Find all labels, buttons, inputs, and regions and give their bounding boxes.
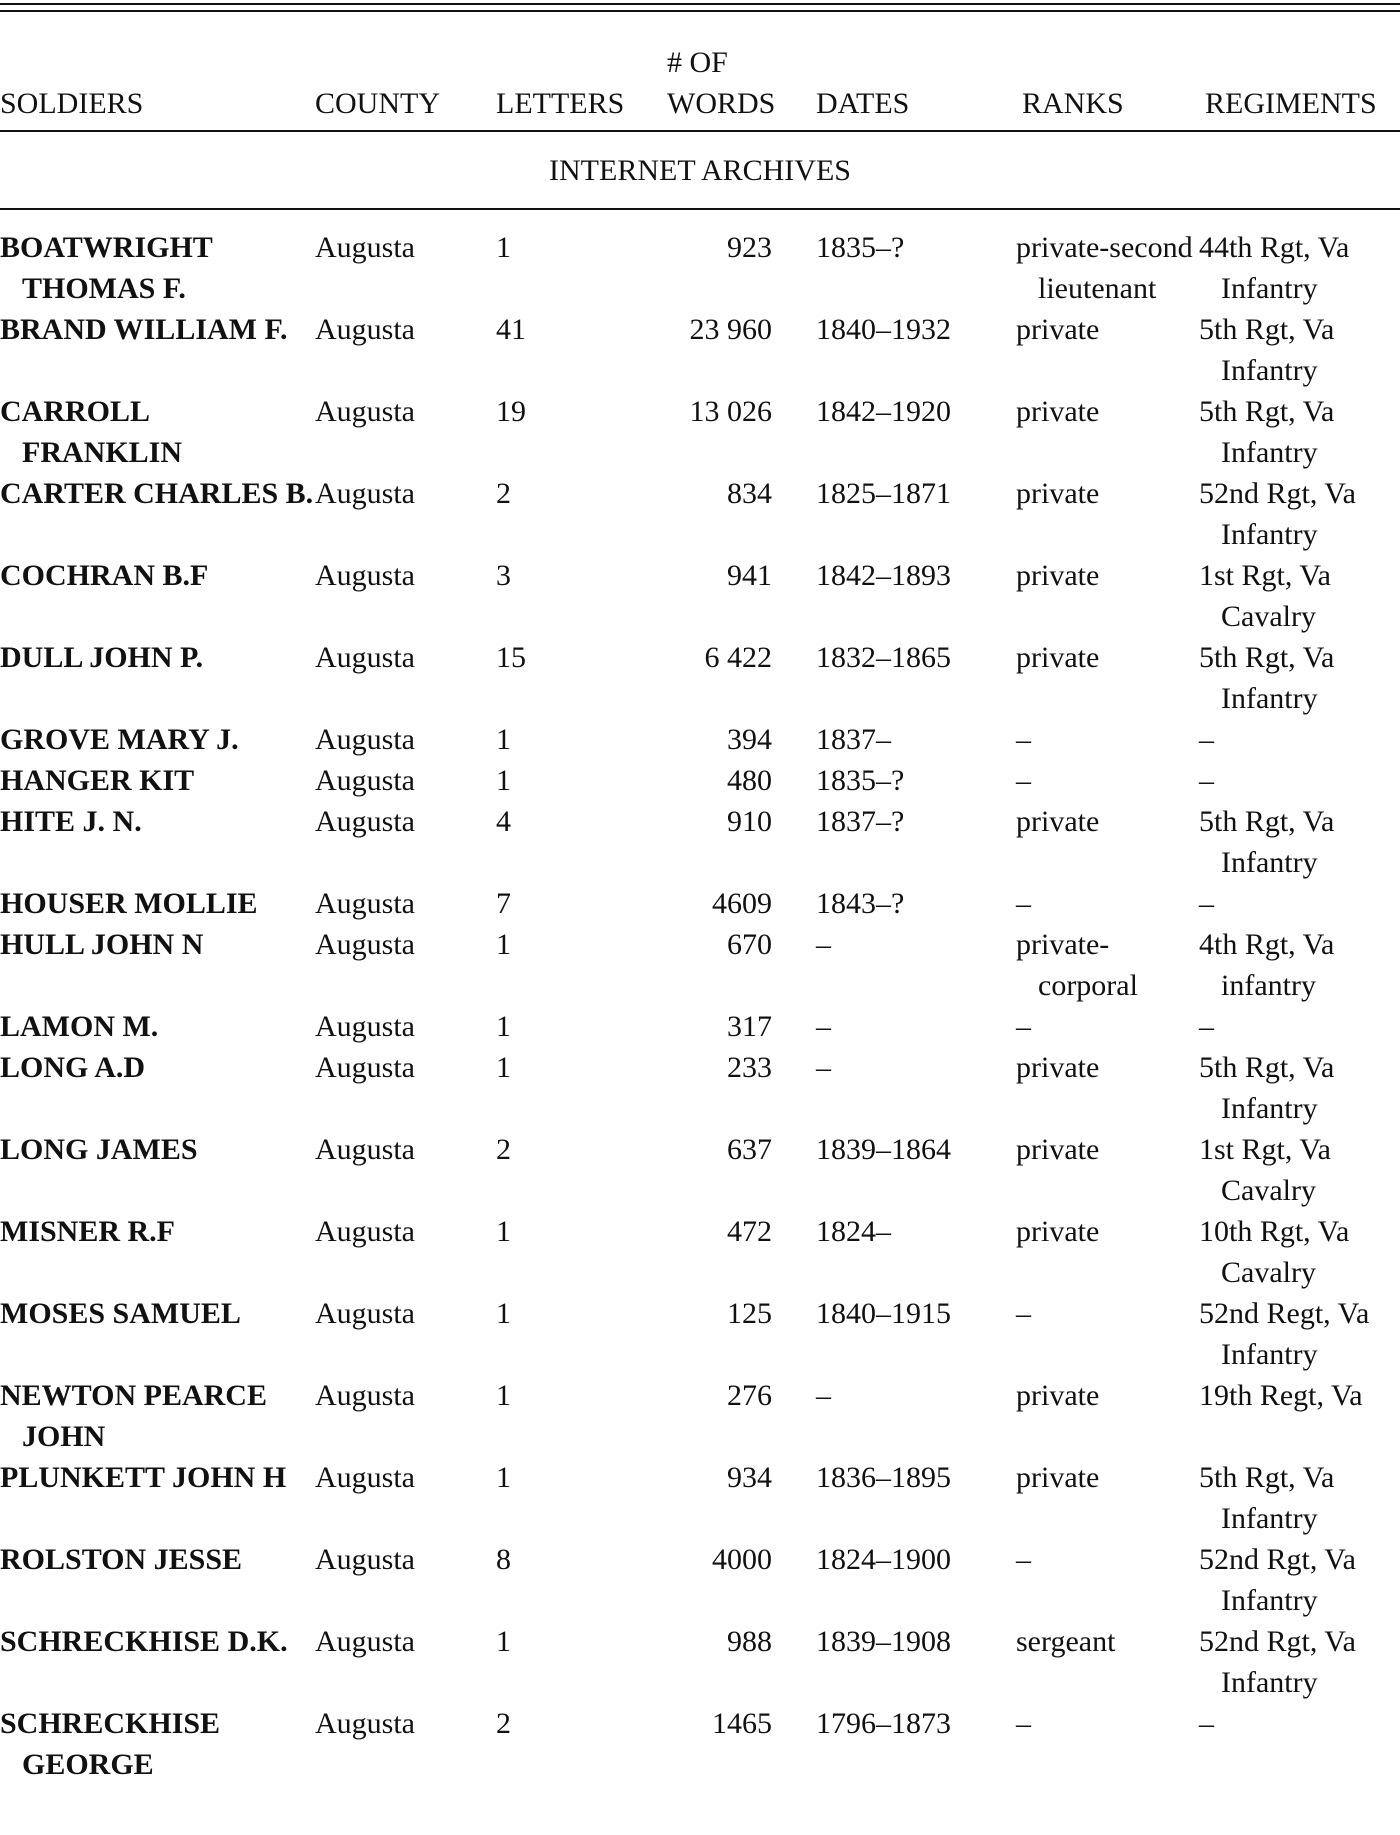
header-ranks: RANKS bbox=[1022, 87, 1124, 120]
table-row bbox=[0, 1539, 1400, 1621]
county-cell: Augusta bbox=[315, 1543, 415, 1576]
regiment-cell: 4th Rgt, Va infantry bbox=[1199, 928, 1335, 1002]
dates-cell: – bbox=[816, 1010, 831, 1043]
soldier-name-cell: NEWTON PEARCE JOHN bbox=[0, 1379, 267, 1453]
soldier-name-cell: CARROLL FRANKLIN bbox=[0, 395, 183, 469]
letters-count-cell: 2 bbox=[496, 477, 511, 510]
soldier-name-cell: MOSES SAMUEL bbox=[0, 1297, 241, 1330]
table-row bbox=[0, 1457, 1400, 1539]
rank-cell: – bbox=[1016, 1543, 1031, 1576]
soldier-name-cell: GROVE MARY J. bbox=[0, 723, 239, 756]
regiment-cell: 52nd Regt, Va Infantry bbox=[1199, 1297, 1370, 1371]
rank-cell: private bbox=[1016, 1051, 1100, 1084]
dates-cell: 1836–1895 bbox=[816, 1461, 951, 1494]
soldier-name-cell: BOATWRIGHT THOMAS F. bbox=[0, 231, 213, 305]
words-count-cell: 834 bbox=[727, 477, 772, 510]
county-cell: Augusta bbox=[315, 1215, 415, 1248]
rank-cell: private-second lieutenant bbox=[1016, 231, 1193, 305]
rank-cell: private bbox=[1016, 805, 1100, 838]
dates-cell: 1842–1920 bbox=[816, 395, 951, 428]
header-county: COUNTY bbox=[315, 87, 440, 120]
table-top-rule-inner bbox=[0, 10, 1400, 12]
county-cell: Augusta bbox=[315, 477, 415, 510]
county-cell: Augusta bbox=[315, 231, 415, 264]
soldier-name-cell: PLUNKETT JOHN H bbox=[0, 1461, 287, 1494]
dates-cell: 1832–1865 bbox=[816, 641, 951, 674]
soldier-name-cell: BRAND WILLIAM F. bbox=[0, 313, 288, 346]
letters-count-cell: 8 bbox=[496, 1543, 511, 1576]
table-row bbox=[0, 473, 1400, 555]
rank-cell: private bbox=[1016, 1133, 1100, 1166]
rank-cell: – bbox=[1016, 1010, 1031, 1043]
table-row bbox=[0, 1703, 1400, 1785]
letters-count-cell: 1 bbox=[496, 764, 511, 797]
county-cell: Augusta bbox=[315, 395, 415, 428]
table-top-rule bbox=[0, 3, 1400, 5]
soldier-name-cell: HULL JOHN N bbox=[0, 928, 204, 961]
rank-cell: sergeant bbox=[1016, 1625, 1116, 1658]
header-words bbox=[667, 42, 775, 124]
words-count-cell: 233 bbox=[727, 1051, 772, 1084]
table-row bbox=[0, 1621, 1400, 1703]
regiment-cell: 19th Regt, Va bbox=[1199, 1379, 1363, 1412]
rank-cell: private-corporal bbox=[1016, 928, 1138, 1002]
soldier-name-cell: SCHRECKHISE D.K. bbox=[0, 1625, 288, 1658]
words-count-cell: 637 bbox=[727, 1133, 772, 1166]
words-count-cell: 472 bbox=[727, 1215, 772, 1248]
dates-cell: 1842–1893 bbox=[816, 559, 951, 592]
county-cell: Augusta bbox=[315, 1379, 415, 1412]
words-count-cell: 4000 bbox=[712, 1543, 772, 1576]
header-words-bottom: WORDS bbox=[667, 87, 776, 120]
words-count-cell: 4609 bbox=[712, 887, 772, 920]
soldier-name-cell: CARTER CHARLES B. bbox=[0, 477, 314, 510]
letters-count-cell: 1 bbox=[496, 1215, 511, 1248]
county-cell: Augusta bbox=[315, 1461, 415, 1494]
county-cell: Augusta bbox=[315, 1010, 415, 1043]
dates-cell: 1840–1915 bbox=[816, 1297, 951, 1330]
table-body bbox=[0, 227, 1400, 1785]
words-count-cell: 480 bbox=[727, 764, 772, 797]
regiment-cell: 10th Rgt, Va Cavalry bbox=[1199, 1215, 1350, 1289]
rank-cell: private bbox=[1016, 313, 1100, 346]
table-row bbox=[0, 227, 1400, 309]
county-cell: Augusta bbox=[315, 887, 415, 920]
regiment-cell: 44th Rgt, Va Infantry bbox=[1199, 231, 1350, 305]
county-cell: Augusta bbox=[315, 1051, 415, 1084]
rank-cell: – bbox=[1016, 1297, 1031, 1330]
regiment-cell: – bbox=[1199, 723, 1214, 756]
section-title: INTERNET ARCHIVES bbox=[549, 154, 851, 187]
words-count-cell: 394 bbox=[727, 723, 772, 756]
letters-count-cell: 2 bbox=[496, 1707, 511, 1740]
words-count-cell: 670 bbox=[727, 928, 772, 961]
table-header bbox=[0, 24, 1400, 124]
letters-count-cell: 1 bbox=[496, 1010, 511, 1043]
table-row bbox=[0, 801, 1400, 883]
dates-cell: 1843–? bbox=[816, 887, 905, 920]
county-cell: Augusta bbox=[315, 723, 415, 756]
words-count-cell: 934 bbox=[727, 1461, 772, 1494]
dates-cell: 1825–1871 bbox=[816, 477, 951, 510]
dates-cell: – bbox=[816, 1379, 831, 1412]
dates-cell: – bbox=[816, 1051, 831, 1084]
header-letters: LETTERS bbox=[496, 87, 625, 120]
county-cell: Augusta bbox=[315, 313, 415, 346]
rank-cell: private bbox=[1016, 1461, 1100, 1494]
soldier-name-cell: LONG A.D bbox=[0, 1051, 146, 1084]
section-rule bbox=[0, 208, 1400, 210]
letters-count-cell: 15 bbox=[496, 641, 526, 674]
dates-cell: 1840–1932 bbox=[816, 313, 951, 346]
dates-cell: 1796–1873 bbox=[816, 1707, 951, 1740]
rank-cell: – bbox=[1016, 764, 1031, 797]
letters-count-cell: 1 bbox=[496, 1297, 511, 1330]
regiment-cell: 5th Rgt, Va Infantry bbox=[1199, 1051, 1335, 1125]
table-row bbox=[0, 391, 1400, 473]
table-row bbox=[0, 924, 1400, 1006]
dates-cell: 1824– bbox=[816, 1215, 891, 1248]
letters-count-cell: 2 bbox=[496, 1133, 511, 1166]
letters-count-cell: 1 bbox=[496, 1051, 511, 1084]
header-bottom-rule bbox=[0, 130, 1400, 132]
letters-count-cell: 1 bbox=[496, 1625, 511, 1658]
table-row bbox=[0, 883, 1400, 924]
words-count-cell: 988 bbox=[727, 1625, 772, 1658]
header-soldiers: SOLDIERS bbox=[0, 87, 144, 120]
letters-count-cell: 41 bbox=[496, 313, 526, 346]
dates-cell: 1839–1908 bbox=[816, 1625, 951, 1658]
county-cell: Augusta bbox=[315, 641, 415, 674]
dates-cell: 1835–? bbox=[816, 764, 905, 797]
regiment-cell: – bbox=[1199, 764, 1214, 797]
table-row bbox=[0, 637, 1400, 719]
words-count-cell: 923 bbox=[727, 231, 772, 264]
regiment-cell: 5th Rgt, Va Infantry bbox=[1199, 641, 1335, 715]
dates-cell: 1839–1864 bbox=[816, 1133, 951, 1166]
soldier-name-cell: COCHRAN B.F bbox=[0, 559, 209, 592]
words-count-cell: 13 026 bbox=[689, 395, 772, 428]
regiment-cell: 1st Rgt, Va Cavalry bbox=[1199, 559, 1331, 633]
regiment-cell: – bbox=[1199, 1707, 1214, 1740]
regiment-cell: 1st Rgt, Va Cavalry bbox=[1199, 1133, 1331, 1207]
letters-count-cell: 7 bbox=[496, 887, 511, 920]
words-count-cell: 317 bbox=[727, 1010, 772, 1043]
county-cell: Augusta bbox=[315, 1297, 415, 1330]
words-count-cell: 910 bbox=[727, 805, 772, 838]
words-count-cell: 941 bbox=[727, 559, 772, 592]
soldier-name-cell: MISNER R.F bbox=[0, 1215, 176, 1248]
county-cell: Augusta bbox=[315, 805, 415, 838]
dates-cell: – bbox=[816, 928, 831, 961]
letters-count-cell: 4 bbox=[496, 805, 511, 838]
table-row bbox=[0, 760, 1400, 801]
dates-cell: 1824–1900 bbox=[816, 1543, 951, 1576]
regiment-cell: 52nd Rgt, Va Infantry bbox=[1199, 1543, 1356, 1617]
soldier-name-cell: ROLSTON JESSE bbox=[0, 1543, 243, 1576]
table-row bbox=[0, 1006, 1400, 1047]
soldier-name-cell: HOUSER MOLLIE bbox=[0, 887, 258, 920]
soldier-name-cell: LAMON M. bbox=[0, 1010, 159, 1043]
rank-cell: – bbox=[1016, 887, 1031, 920]
words-count-cell: 6 422 bbox=[704, 641, 772, 674]
header-regiments: REGIMENTS bbox=[1205, 87, 1377, 120]
rank-cell: – bbox=[1016, 1707, 1031, 1740]
rank-cell: private bbox=[1016, 559, 1100, 592]
county-cell: Augusta bbox=[315, 559, 415, 592]
regiment-cell: 5th Rgt, Va Infantry bbox=[1199, 1461, 1335, 1535]
table-row bbox=[0, 1211, 1400, 1293]
soldier-name-cell: LONG JAMES bbox=[0, 1133, 198, 1166]
rank-cell: private bbox=[1016, 1215, 1100, 1248]
county-cell: Augusta bbox=[315, 1133, 415, 1166]
letters-count-cell: 1 bbox=[496, 1379, 511, 1412]
soldier-name-cell: DULL JOHN P. bbox=[0, 641, 204, 674]
regiment-cell: – bbox=[1199, 887, 1214, 920]
regiment-cell: 52nd Rgt, Va Infantry bbox=[1199, 1625, 1356, 1699]
county-cell: Augusta bbox=[315, 764, 415, 797]
letters-count-cell: 1 bbox=[496, 723, 511, 756]
dates-cell: 1835–? bbox=[816, 231, 905, 264]
table-row bbox=[0, 1129, 1400, 1211]
table-row bbox=[0, 719, 1400, 760]
table-row bbox=[0, 1293, 1400, 1375]
dates-cell: 1837– bbox=[816, 723, 891, 756]
table-row bbox=[0, 1375, 1400, 1457]
county-cell: Augusta bbox=[315, 1707, 415, 1740]
table-row bbox=[0, 555, 1400, 637]
letters-count-cell: 1 bbox=[496, 231, 511, 264]
rank-cell: – bbox=[1016, 723, 1031, 756]
county-cell: Augusta bbox=[315, 928, 415, 961]
words-count-cell: 1465 bbox=[712, 1707, 772, 1740]
letters-count-cell: 3 bbox=[496, 559, 511, 592]
rank-cell: private bbox=[1016, 641, 1100, 674]
dates-cell: 1837–? bbox=[816, 805, 905, 838]
regiment-cell: 5th Rgt, Va Infantry bbox=[1199, 395, 1335, 469]
county-cell: Augusta bbox=[315, 1625, 415, 1658]
regiment-cell: 5th Rgt, Va Infantry bbox=[1199, 805, 1335, 879]
header-dates: DATES bbox=[816, 87, 910, 120]
header-words-top: # OF bbox=[667, 46, 728, 79]
letters-count-cell: 1 bbox=[496, 1461, 511, 1494]
words-count-cell: 23 960 bbox=[689, 313, 772, 346]
soldier-name-cell: HITE J. N. bbox=[0, 805, 142, 838]
letters-count-cell: 19 bbox=[496, 395, 526, 428]
words-count-cell: 276 bbox=[727, 1379, 772, 1412]
table-row bbox=[0, 309, 1400, 391]
soldier-name-cell: HANGER KIT bbox=[0, 764, 195, 797]
rank-cell: private bbox=[1016, 477, 1100, 510]
regiment-cell: 52nd Rgt, Va Infantry bbox=[1199, 477, 1356, 551]
regiment-cell: 5th Rgt, Va Infantry bbox=[1199, 313, 1335, 387]
rank-cell: private bbox=[1016, 1379, 1100, 1412]
soldiers-table bbox=[0, 227, 1400, 1785]
rank-cell: private bbox=[1016, 395, 1100, 428]
words-count-cell: 125 bbox=[727, 1297, 772, 1330]
letters-count-cell: 1 bbox=[496, 928, 511, 961]
table-row bbox=[0, 1047, 1400, 1129]
soldier-name-cell: SCHRECKHISE GEORGE bbox=[0, 1707, 221, 1781]
regiment-cell: – bbox=[1199, 1010, 1214, 1043]
